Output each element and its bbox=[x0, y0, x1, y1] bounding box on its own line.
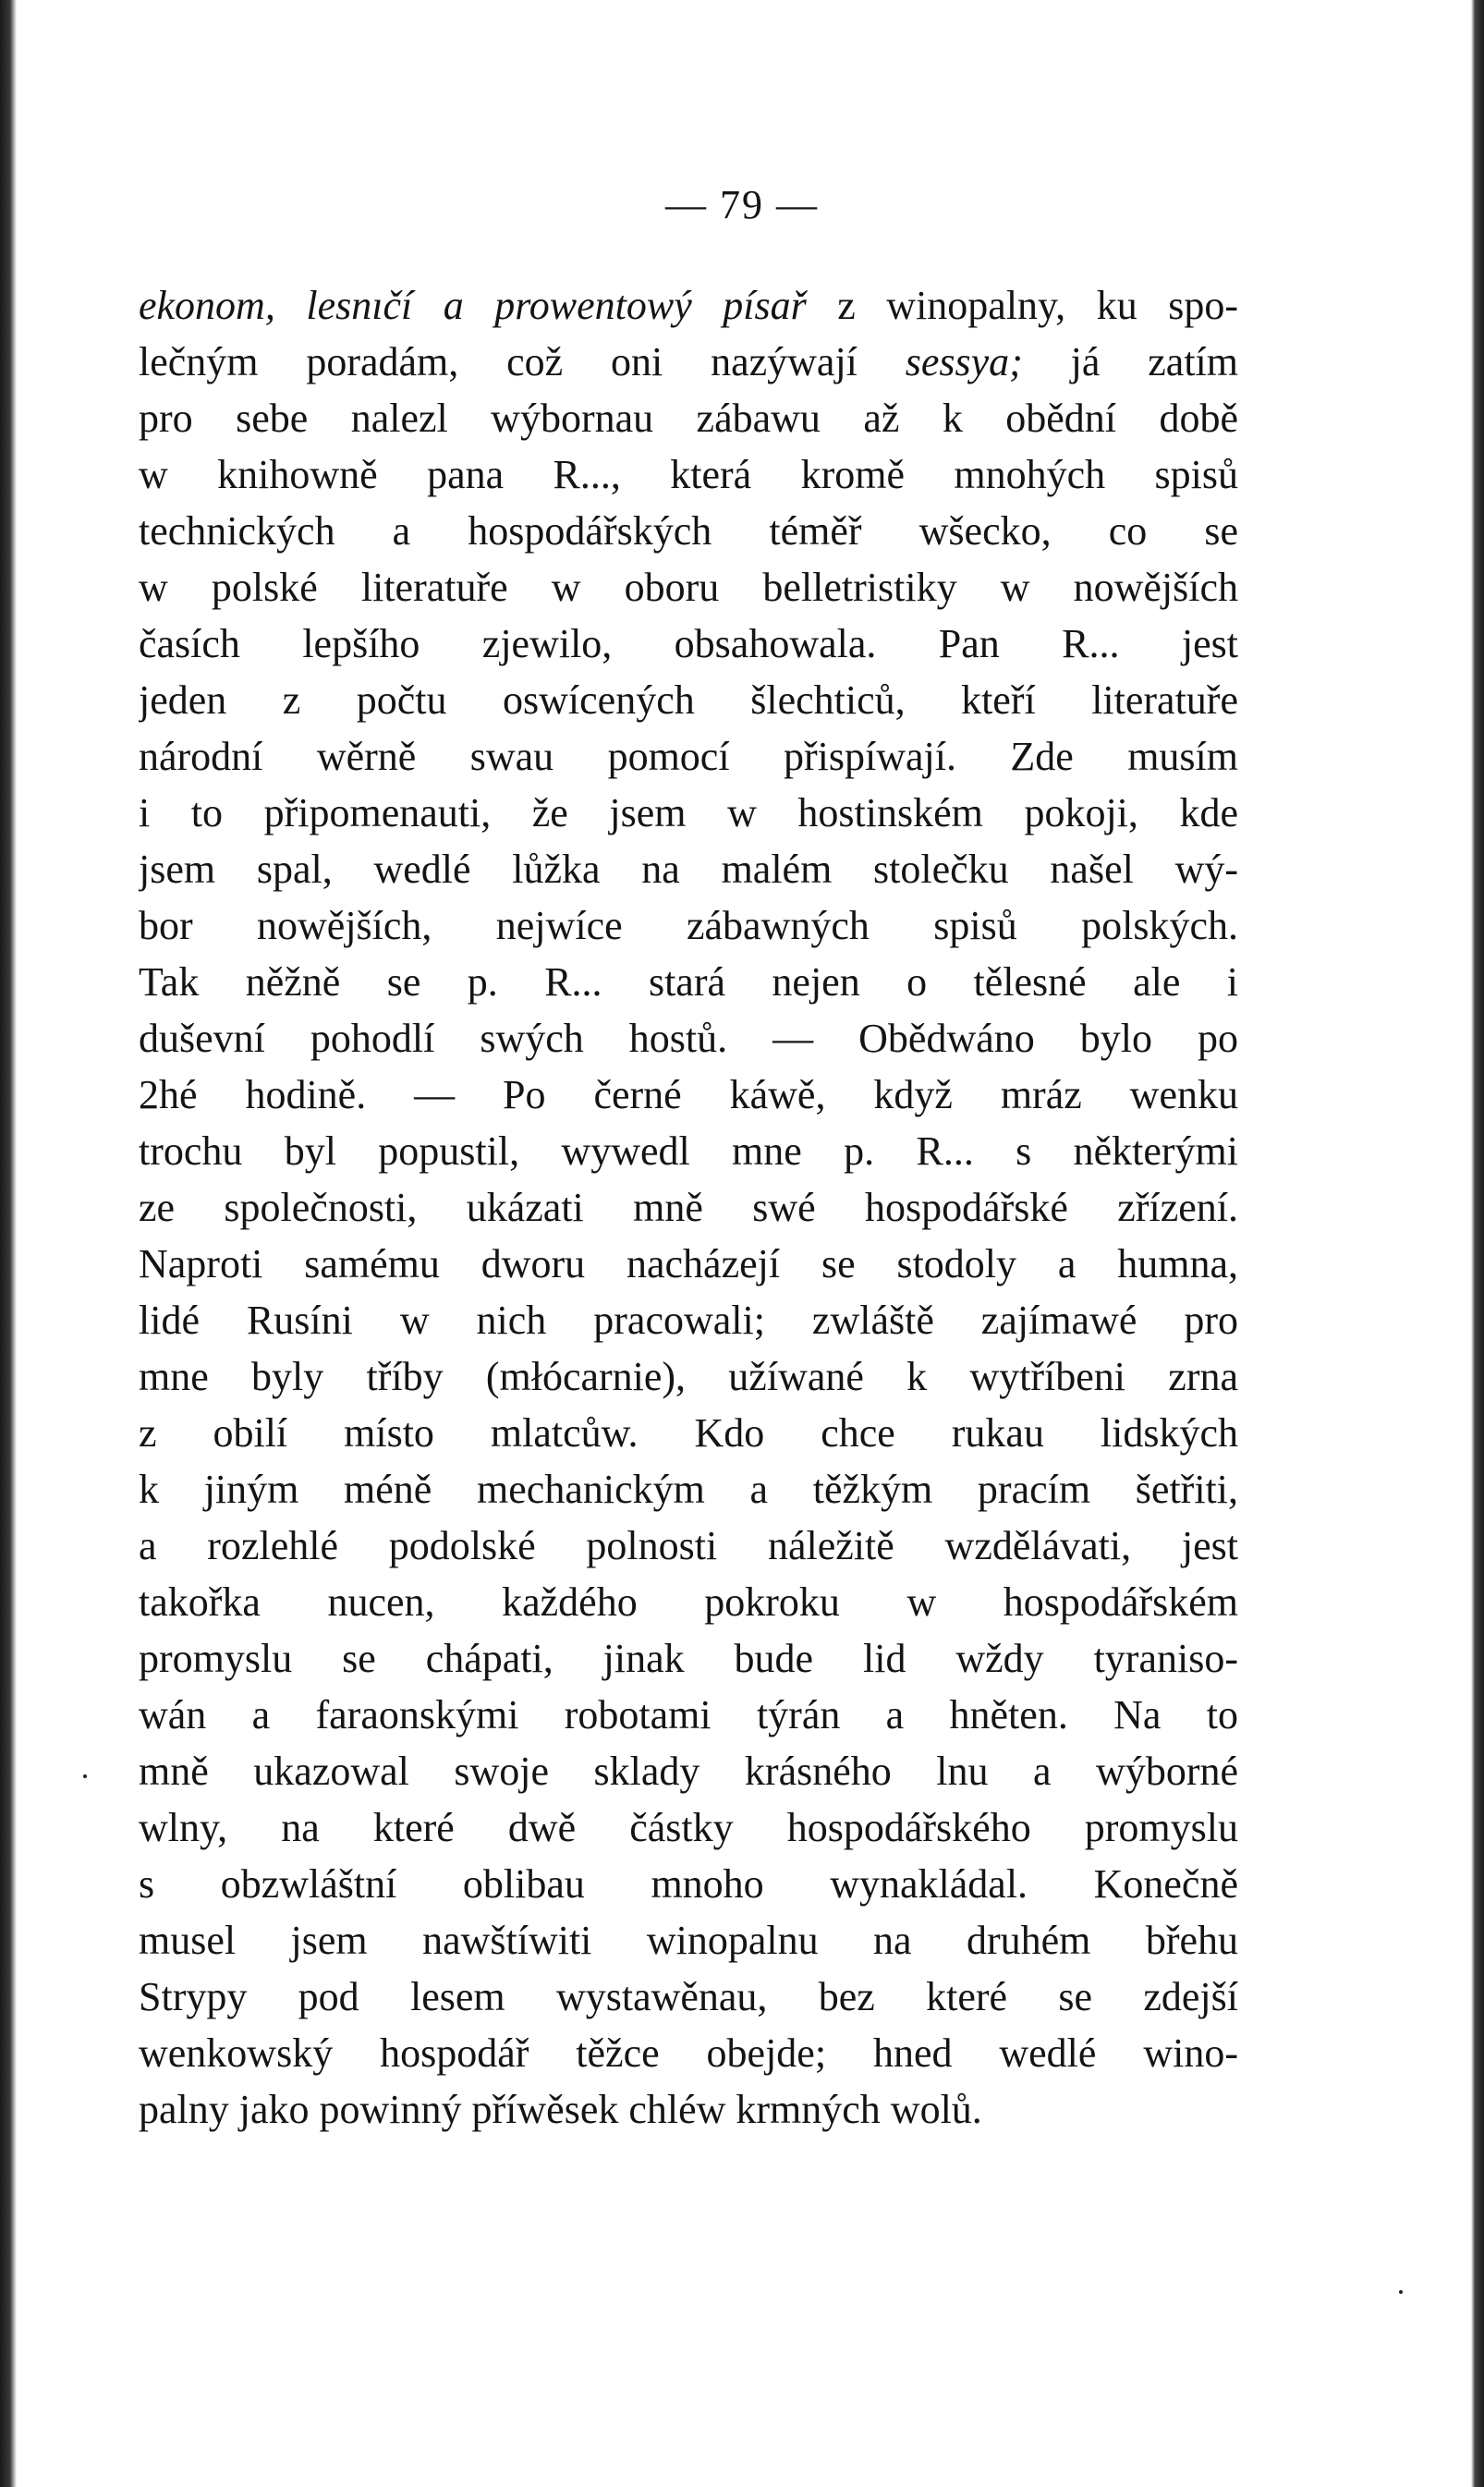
text-line: wenkowský hospodář těžce obejde; hned wedlé wino- bbox=[139, 2030, 1238, 2076]
text-line: wlny, na které dwě částky hospodářského promyslu bbox=[139, 1805, 1238, 1850]
text-line: technických a hospodářských téměř wšecko, co se bbox=[139, 508, 1238, 554]
italic-word: sessya; bbox=[905, 339, 1023, 384]
text-line: a rozlehlé podolské polnosti náležitě wzdělávati, jest bbox=[139, 1523, 1238, 1568]
line-text: lečným poradám, což oni nazýwají bbox=[139, 339, 906, 384]
text-line bbox=[139, 334, 1238, 390]
text-line: i to připomenauti, že jsem w hostinském pokoji, kde bbox=[139, 790, 1238, 835]
text-line: Naproti samému dworu nacházejí se stodoly a humna, bbox=[139, 1241, 1238, 1286]
body-text bbox=[139, 277, 1238, 2138]
text-line: bor nowějších, nejwíce zábawných spisů polských. bbox=[139, 903, 1238, 948]
text-line: mně ukazowal swoje sklady krásného lnu a wýborné bbox=[139, 1749, 1238, 1794]
text-line: k jiným méně mechanickým a těžkým pracím šetřiti, bbox=[139, 1467, 1238, 1512]
text-line: jsem spal, wedlé lůžka na malém stolečku našel wý- bbox=[139, 847, 1238, 892]
text-line: trochu byl popustil, wywedl mne p. R... s některými bbox=[139, 1128, 1238, 1174]
text-line: w polské literatuře w oboru belletristiky w nowějších bbox=[139, 565, 1238, 610]
italic-phrase: ekonom, lesnıčí a prowentowý písař bbox=[139, 283, 807, 328]
text-line: 2hé hodině. — Po černé káwě, když mráz wenku bbox=[139, 1072, 1238, 1117]
line-text: já zatím bbox=[1022, 339, 1238, 384]
page-number: — 79 — bbox=[665, 182, 819, 227]
text-line: pro sebe nalezl wýbornau zábawu až k obědní době bbox=[139, 396, 1238, 441]
text-line: takořka nucen, každého pokroku w hospodářském bbox=[139, 1579, 1238, 1625]
text-line: s obzwláštní oblibau mnoho wynakládal. Konečně bbox=[139, 1861, 1238, 1907]
line-text: z winopalny, ku spo- bbox=[806, 283, 1238, 328]
print-speck bbox=[83, 1774, 87, 1778]
print-speck bbox=[1399, 2290, 1403, 2294]
text-line: promyslu se chápati, jinak bude lid wždy tyraniso- bbox=[139, 1636, 1238, 1681]
text-line: w knihowně pana R..., která kromě mnohých spisů bbox=[139, 452, 1238, 497]
text-line: ze společnosti, ukázati mně swé hospodářské zřízení. bbox=[139, 1185, 1238, 1230]
text-line: Strypy pod lesem wystawěnau, bez které se zdejší bbox=[139, 1974, 1238, 2019]
text-line: duševní pohodlí swých hostů. — Obědwáno bylo po bbox=[139, 1016, 1238, 1061]
text-line: z obilí místo mlatcůw. Kdo chce rukau lidských bbox=[139, 1410, 1238, 1456]
text-line: wán a faraonskými robotami týrán a hněten. Na to bbox=[139, 1692, 1238, 1737]
text-line: musel jsem nawštíwiti winopalnu na druhém břehu bbox=[139, 1918, 1238, 1963]
text-line: národní wěrně swau pomocí přispíwají. Zde musím bbox=[139, 734, 1238, 779]
text-line: jeden z počtu oswícených šlechticů, kteří literatuře bbox=[139, 677, 1238, 723]
text-line bbox=[139, 277, 1238, 334]
text-line: Tak něžně se p. R... stará nejen o tělesné ale i bbox=[139, 959, 1238, 1005]
text-line: mne byly tříby (młócarnie), užíwané k wytříbeni zrna bbox=[139, 1354, 1238, 1399]
text-line: časích lepšího zjewilo, obsahowala. Pan R... jest bbox=[139, 621, 1238, 666]
text-line: lidé Rusíni w nich pracowali; zwláště zajímawé pro bbox=[139, 1298, 1238, 1343]
text-line-final: palny jako powinný příwěsek chléw krmných wolů. bbox=[139, 2087, 982, 2132]
